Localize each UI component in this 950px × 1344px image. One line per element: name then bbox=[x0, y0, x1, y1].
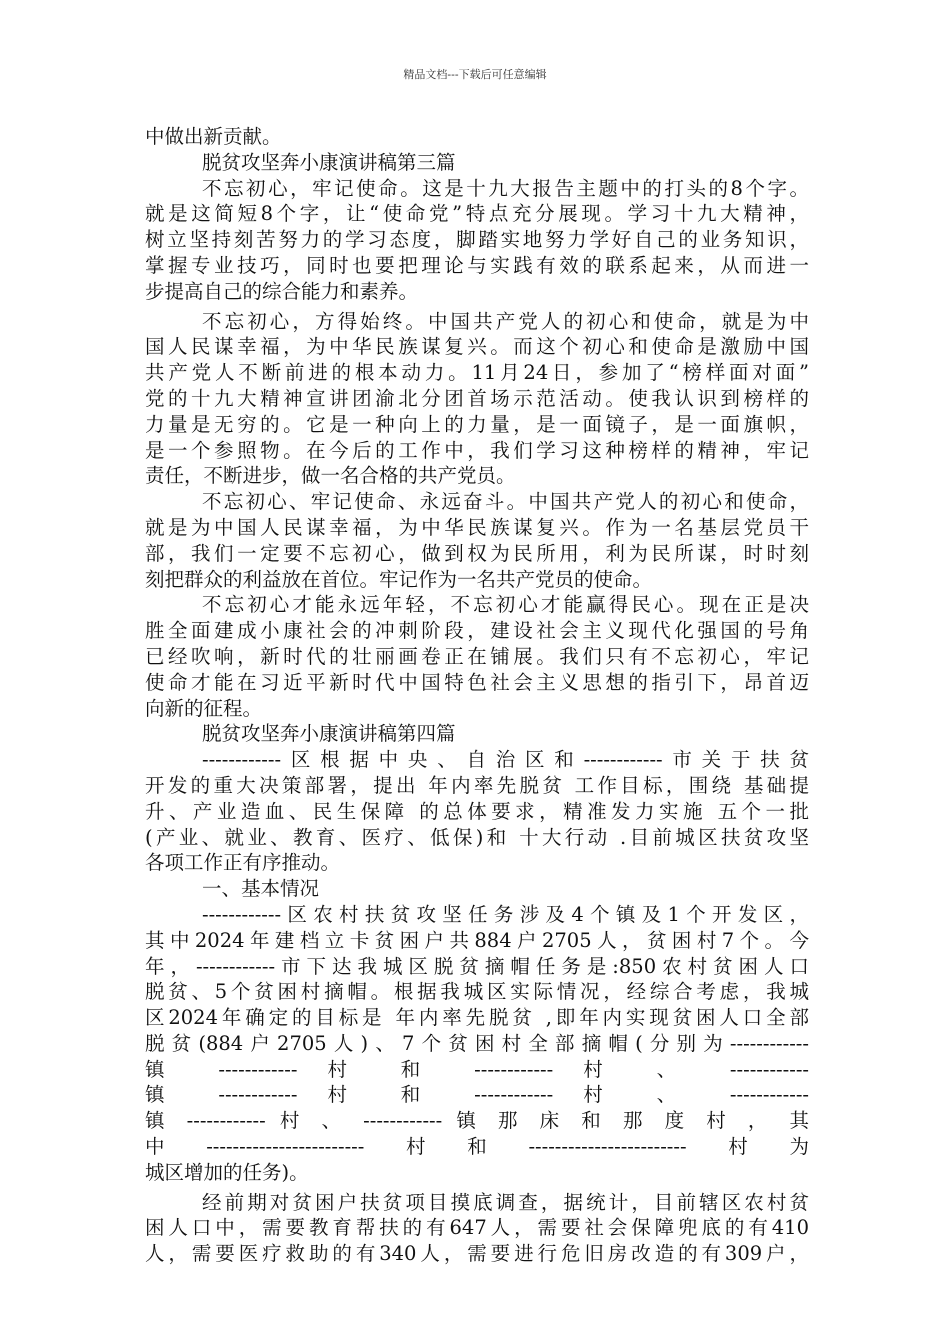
text-line: 各项工作正有序推动。 bbox=[145, 851, 341, 875]
text-line: 镇 ------------ 村 和 ------------ 村 、 ------------ bbox=[145, 1083, 809, 1107]
text-line: 脱贫(884户2705人)、7个贫困村全部摘帽(分别为------------ bbox=[145, 1031, 809, 1055]
text-line: 胜全面建成小康社会的冲刺阶段，建设社会主义现代化强国的号角 bbox=[145, 619, 809, 643]
text-line: 不忘初心，方得始终。中国共产党人的初心和使命，就是为中 bbox=[202, 309, 809, 333]
text-line: 不忘初心才能永远年轻，不忘初心才能赢得民心。现在正是决 bbox=[202, 593, 809, 617]
text-line: 不忘初心，牢记使命。这是十九大报告主题中的打头的8个字。 bbox=[202, 176, 809, 200]
text-line: 中------------------------村和------------------------村为 bbox=[145, 1135, 809, 1159]
text-line: 不忘初心、牢记使命、永远奋斗。中国共产党人的初心和使命， bbox=[202, 490, 809, 514]
text-line: 就是为中国人民谋幸福，为中华民族谋复兴。作为一名基层党员干 bbox=[145, 515, 809, 539]
text-line: 掌握专业技巧，同时也要把理论与实践有效的联系起来，从而进一 bbox=[145, 253, 809, 277]
text-line: 党的十九大精神宣讲团渝北分团首场示范活动。使我认识到榜样的 bbox=[145, 386, 809, 410]
text-line: 树立坚持刻苦努力的学习态度，脚踏实地努力学好自己的业务知识， bbox=[145, 228, 809, 252]
text-line: 是一个参照物。在今后的工作中，我们学习这种榜样的精神，牢记 bbox=[145, 438, 809, 462]
text-line: 国人民谋幸福，为中华民族谋复兴。而这个初心和使命是激励中国 bbox=[145, 335, 809, 359]
text-line: 就是这简短8个字，让“使命党”特点充分展现。学习十九大精神， bbox=[145, 202, 809, 226]
text-line: 开发的重大决策部署，提出 年内率先脱贫 工作目标，围绕 基础提 bbox=[145, 773, 809, 797]
text-line: 脱贫、5个贫困村摘帽。根据我城区实际情况，经综合考虑，我城 bbox=[145, 980, 809, 1004]
text-line: 区2024年确定的目标是 年内率先脱贫 ,即年内实现贫困人口全部 bbox=[145, 1006, 809, 1030]
text-line: 刻把群众的利益放在首位。牢记作为一名共产党员的使命。 bbox=[145, 567, 653, 591]
text-line: 力量是无穷的。它是一种向上的力量，是一面镜子，是一面旗帜， bbox=[145, 412, 809, 436]
text-line: 其中2024年建档立卡贫困户共884户2705人，贫困村7个。今 bbox=[145, 928, 809, 952]
text-line: 共产党人不断前进的根本动力。11月24日，参加了“榜样面对面” bbox=[145, 361, 809, 385]
text-line: (产业、就业、教育、医疗、低保)和 十大行动 .目前城区扶贫攻坚 bbox=[145, 825, 809, 849]
text-line: 经前期对贫困户扶贫项目摸底调查，据统计，目前辖区农村贫 bbox=[202, 1190, 809, 1214]
text-line: 中做出新贡献。 bbox=[145, 125, 282, 148]
text-line: 城区增加的任务)。 bbox=[145, 1160, 309, 1184]
text-line: 脱贫攻坚奔小康演讲稿第三篇 bbox=[202, 150, 456, 174]
document-body bbox=[145, 124, 809, 1267]
text-line: 一、基本情况 bbox=[202, 877, 320, 901]
text-line: 人，需要医疗救助的有340人，需要进行危旧房改造的有309户， bbox=[145, 1242, 809, 1266]
text-line: 已经吹响，新时代的壮丽画卷正在铺展。我们只有不忘初心，牢记 bbox=[145, 644, 809, 668]
text-line: 镇 ------------ 村 和 ------------ 村 、 ------------ bbox=[145, 1057, 809, 1081]
text-line: 步提高自己的综合能力和素养。 bbox=[145, 279, 419, 303]
text-line: 使命才能在习近平新时代中国特色社会主义思想的指引下，昂首迈 bbox=[145, 670, 809, 694]
text-line: ------------区农村扶贫攻坚任务涉及4个镇及1个开发区， bbox=[202, 902, 809, 926]
text-line: 脱贫攻坚奔小康演讲稿第四篇 bbox=[202, 722, 456, 746]
text-line: 向新的征程。 bbox=[145, 696, 263, 720]
text-line: 镇 ------------ 村 、 ------------ 镇 那 床 和 那 度 村 ， 其 bbox=[145, 1109, 809, 1133]
text-line: 责任，不断进步，做一名合格的共产党员。 bbox=[145, 464, 516, 488]
text-line: 部，我们一定要不忘初心，做到权为民所用，利为民所谋，时时刻 bbox=[145, 541, 809, 565]
text-line: 困人口中，需要教育帮扶的有647人，需要社会保障兜底的有410 bbox=[145, 1216, 809, 1240]
text-line: 升、产业造血、民生保障 的总体要求，精准发力实施 五个一批 bbox=[145, 799, 809, 823]
text-line: 年，------------市下达我城区脱贫摘帽任务是:850农村贫困人口 bbox=[145, 954, 809, 978]
text-line: ------------区根据中央、自治区和------------市关于扶贫 bbox=[202, 748, 809, 772]
header-note: 精品文档---下载后可任意编辑 bbox=[403, 68, 547, 81]
